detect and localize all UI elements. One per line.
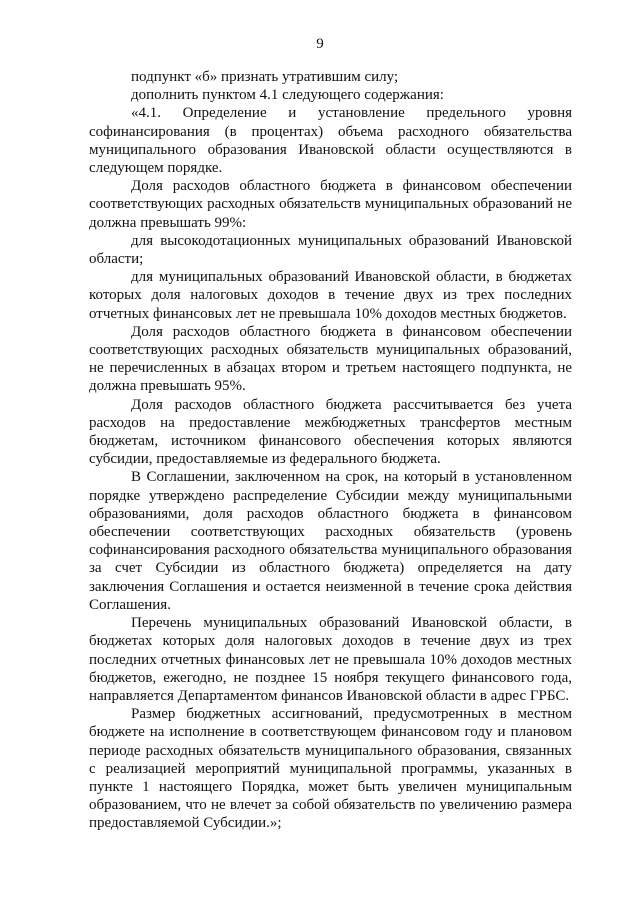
paragraph-share-95: Доля расходов областного бюджета в финансовом обеспечении соответствующих расходных обязательств муниципальных образований, не перечисленных в абзацах втором и третьем настоящего подпункта, не должна превышать 95%. [89, 323, 572, 395]
paragraph-share-99: Доля расходов областного бюджета в финансовом обеспечении соответствующих расходных обязательств муниципальных образований не должна превышать 99%: [89, 178, 572, 231]
paragraph-agreement: В Соглашении, заключенном на срок, на который в установленном порядке утверждено распределение Субсидии между муниципальными образованиями, доля расходов областного бюджета в финансовом обеспечении соответствующих расходных обязательств (уровень софинансирования расходного обязательства муниципального образования за счет Субсидии из областного бюджета) определяется на дату заключения Соглашения и остается неизменной в течение срока действия Соглашения. [89, 469, 572, 613]
paragraph-invalidate-subitem: подпункт «б» признать утратившим силу; [131, 69, 399, 85]
paragraph-budget-allocations: Размер бюджетных ассигнований, предусмотренных в местном бюджете на исполнение в соответствующем финансовом году и плановом периоде расходных обязательств муниципального образования, связанных с реализацией мероприятий муниципальной программы, указанных в пункте 1 настоящего Порядка, может быть увеличен муниципальным образованием, что не влечет за собой обязательств по увеличению размера предоставляемой Субсидии.»; [89, 706, 572, 832]
paragraph-highly-subsidized: для высокодотационных муниципальных образований Ивановской области; [89, 232, 572, 268]
paragraph-item-4-1: «4.1. Определение и установление предельного уровня софинансирования (в процентах) объема расходного обязательства муниципального образования Ивановской области осуществляются в следующем порядке. [89, 105, 572, 177]
page-number: 9 [316, 36, 324, 52]
document-body [89, 68, 572, 833]
paragraph-add-item: дополнить пунктом 4.1 следующего содержания: [131, 87, 444, 104]
paragraph-calculation: Доля расходов областного бюджета рассчитывается без учета расходов на предоставление межбюджетных трансфертов местным бюджетам, источником финансового обеспечения которых являются субсидии, предоставляемые из федерального бюджета. [89, 396, 572, 468]
paragraph-municipality-list: Перечень муниципальных образований Ивановской области, в бюджетах которых доля налоговых доходов в течение двух из трех последних отчетных финансовых лет не превышала 10% доходов местных бюджетов, ежегодно, не позднее 15 ноября текущего финансового года, направляется Департаментом финансов Ивановской области в адрес ГРБС. [89, 615, 572, 704]
paragraph-tax-revenue-10: для муниципальных образований Ивановской области, в бюджетах которых доля налоговых доходов в течение двух из трех последних отчетных финансовых лет не превышала 10% доходов местных бюджетов. [89, 269, 572, 322]
